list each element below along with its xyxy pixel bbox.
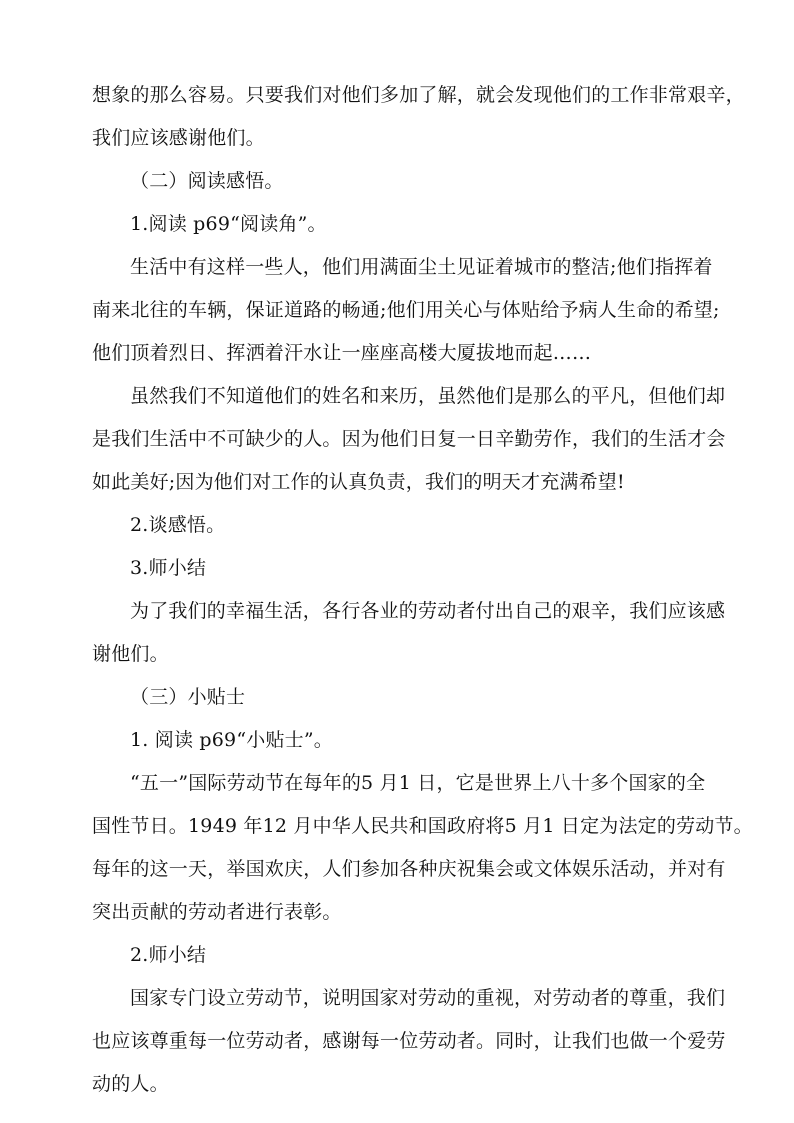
text-line: 如此美好;因为他们对工作的认真负责，我们的明天才充满希望! [92,471,625,493]
text-line: 为了我们的幸福生活，各行各业的劳动者付出自己的艰辛，我们应该感 [130,600,726,622]
document-page [92,74,753,1106]
text-line: 也应该尊重每一位劳动者，感谢每一位劳动者。同时，让我们也做一个爱劳 [92,1030,726,1052]
text-line: 生活中有这样一些人，他们用满面尘土见证着城市的整洁;他们指挥着 [130,256,713,278]
text-line: 动的人。 [92,1073,169,1095]
text-line: 想象的那么容易。只要我们对他们多加了解，就会发现他们的工作非常艰辛， [92,84,745,106]
text-line: 谢他们。 [92,643,169,665]
text-line: 南来北往的车辆，保证道路的畅通;他们用关心与体贴给予病人生命的希望; [92,299,720,321]
text-line: 2.谈感悟。 [130,514,226,536]
text-line: 2.师小结 [130,944,207,966]
text-line: 每年的这一天，举国欢庆，人们参加各种庆祝集会或文体娱乐活动，并对有 [92,858,726,880]
text-line: “五一”国际劳动节在每年的5 月1 日，它是世界上八十多个国家的全 [130,772,706,794]
text-line: 他们顶着烈日、挥洒着汗水让一座座高楼大厦拔地而起…… [92,342,592,364]
text-line: 国家专门设立劳动节，说明国家对劳动的重视，对劳动者的尊重，我们 [130,987,726,1009]
text-line: 1.阅读 p69“阅读角”。 [130,213,327,235]
text-line: 国性节日。1949 年12 月中华人民共和国政府将5 月1 日定为法定的劳动节。 [92,815,753,837]
text-line: 突出贡献的劳动者进行表彰。 [92,901,342,923]
text-line: 虽然我们不知道他们的姓名和来历，虽然他们是那么的平凡，但他们却 [130,385,726,407]
text-line: 1. 阅读 p69“小贴士”。 [130,729,333,751]
text-line: （三）小贴士 [130,686,246,708]
text-line: 3.师小结 [130,557,207,579]
text-line: 是我们生活中不可缺少的人。因为他们日复一日辛勤劳作，我们的生活才会 [92,428,726,450]
text-line: （二）阅读感悟。 [130,170,284,192]
text-line: 我们应该感谢他们。 [92,127,265,149]
